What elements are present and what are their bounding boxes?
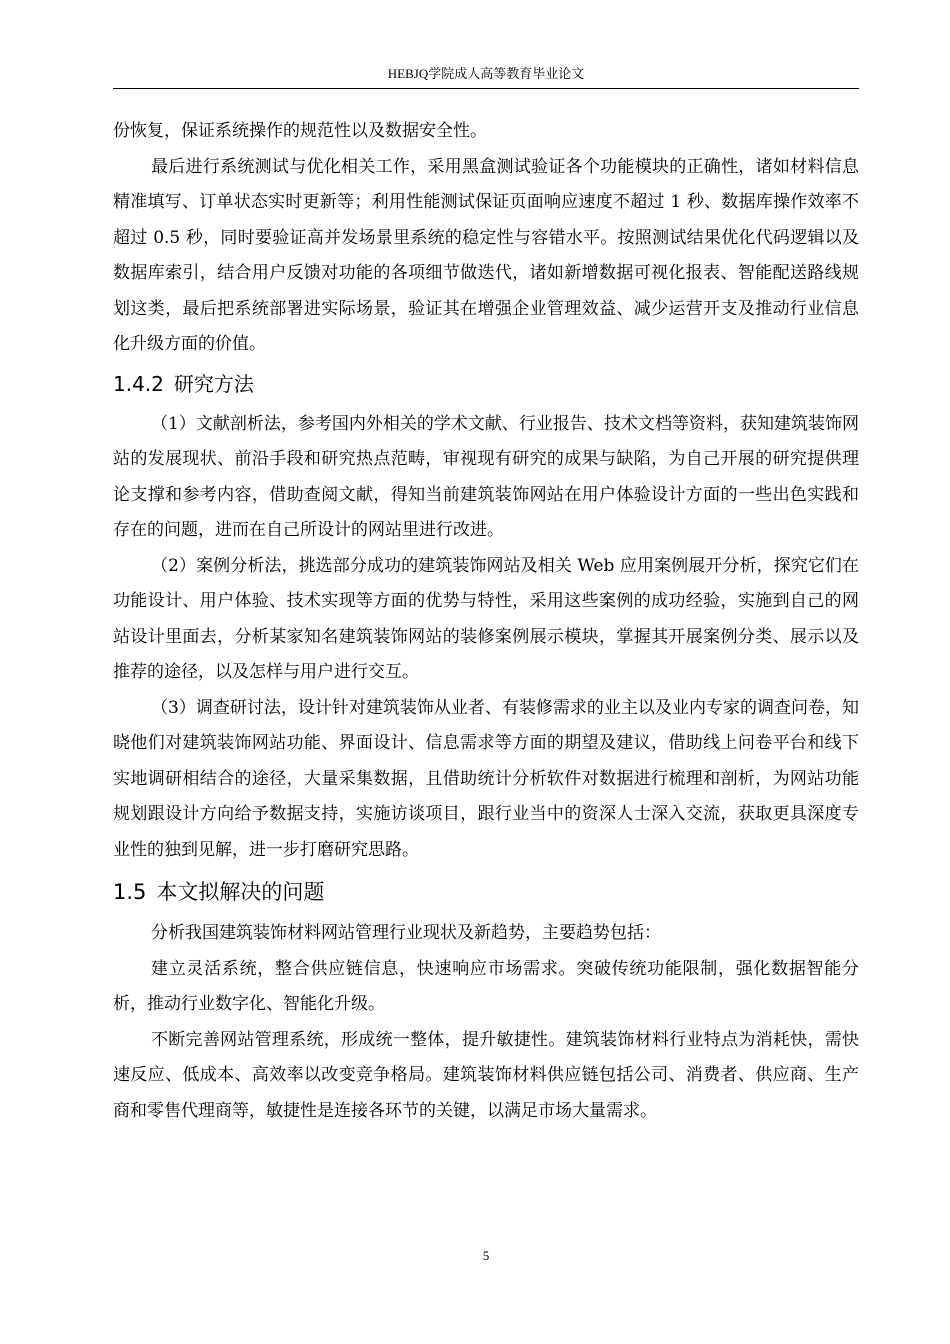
section-heading-1-4-2 [113, 367, 859, 401]
body-paragraph: 最后进行系统测试与优化相关工作，采用黑盒测试验证各个功能模块的正确性，诸如材料信息精准填写、订单状态实时更新等；利用性能测试保证页面响应速度不超过 1 秒、数据库操作效率不超过 0.5 秒，同时要验证高并发场景里系统的稳定性与容错水平。按照测试结果优化代码逻辑以及数据库索引，结合用户反馈对功能的各项细节做迭代，诸如新增数据可视化报表、智能配送路线规划这类，最后把系统部署进实际场景，验证其在增强企业管理效益、减少运营开支及推动行业信息化升级方面的价值。 [113, 156, 859, 354]
body-paragraph: 不断完善网站管理系统，形成统一整体，提升敏捷性。建筑装饰材料行业特点为消耗快，需快速反应、低成本、高效率以改变竞争格局。建筑装饰材料供应链包括公司、消费者、供应商、生产商和零售代理商等，敏捷性是连接各环节的关键，以满足市场大量需求。 [113, 1029, 859, 1121]
body-paragraph: 份恢复，保证系统操作的规范性以及数据安全性。 [113, 121, 487, 141]
body-paragraph: （1）文献剖析法，参考国内外相关的学术文献、行业报告、技术文档等资料，获知建筑装饰网站的发展现状、前沿手段和研究热点范畴，审视现有研究的成果与缺陷，为自己开展的研究提供理论支撑和参考内容，借助查阅文献，得知当前建筑装饰网站在用户体验设计方面的一些出色实践和存在的问题，进而在自己所设计的网站里进行改进。 [113, 413, 859, 540]
header-divider [113, 88, 859, 89]
body-paragraph: 分析我国建筑装饰材料网站管理行业现状及新趋势，主要趋势包括： [151, 923, 661, 943]
running-header: HEBJQ学院成人高等教育毕业论文 [387, 66, 585, 81]
section-number: 1.4.2 [113, 371, 164, 396]
section-heading-1-5 [113, 874, 859, 910]
body-paragraph: （3）调查研讨法，设计针对建筑装饰从业者、有装修需求的业主以及业内专家的调查问卷，知晓他们对建筑装饰网站功能、界面设计、信息需求等方面的期望及建议，借助线上问卷平台和线下实地调研相结合的途径，大量采集数据，且借助统计分析软件对数据进行梳理和剖析，为网站功能规划跟设计方向给予数据支持，实施访谈项目，跟行业当中的资深人士深入交流，获取更具深度专业性的独到见解，进一步打磨研究思路。 [113, 697, 859, 860]
section-title: 本文拟解决的问题 [156, 880, 325, 904]
page-number: 5 [482, 1248, 490, 1263]
section-number: 1.5 [113, 880, 147, 904]
section-title: 研究方法 [173, 371, 254, 396]
body-paragraph: 建立灵活系统，整合供应链信息，快速响应市场需求。突破传统功能限制，强化数据智能分析，推动行业数字化、智能化升级。 [113, 958, 859, 1014]
page-body [113, 114, 859, 1129]
body-paragraph: （2）案例分析法，挑选部分成功的建筑装饰网站及相关 Web 应用案例展开分析，探究它们在功能设计、用户体验、技术实现等方面的优势与特性，采用这些案例的成功经验，实施到自己的网站设计里面去，分析某家知名建筑装饰网站的装修案例展示模块，掌握其开展案例分类、展示以及推荐的途径，以及怎样与用户进行交互。 [113, 555, 859, 682]
